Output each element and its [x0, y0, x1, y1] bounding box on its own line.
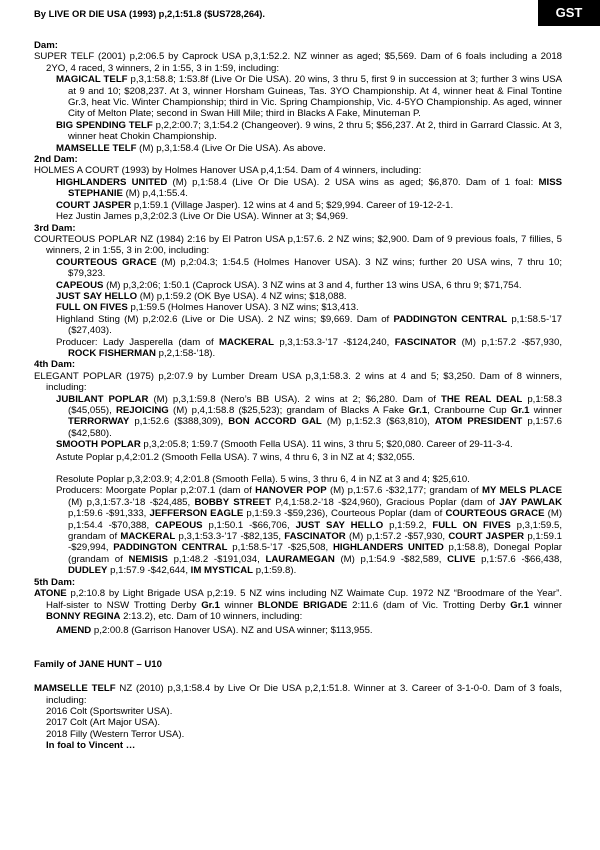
dam-name: ATONE: [34, 588, 67, 600]
producer-text: p,1:59.3 -$59,236), Courteous Poplar (dam of: [243, 508, 446, 520]
foal-name: JUST SAY HELLO: [56, 290, 138, 302]
foal-name: CAPEOUS: [56, 279, 104, 291]
horse-name: BONNY REGINA: [46, 610, 121, 622]
foal-name: TERRORWAY: [68, 416, 130, 428]
producer-name: DUDLEY: [68, 565, 108, 577]
foal-name: JUBILANT POPLAR: [56, 393, 149, 405]
family-main: [34, 683, 562, 706]
dam2-main: HOLMES A COURT (1993) by Holmes Hanover USA p,4,1:54. Dam of 4 winners, including:: [34, 165, 422, 177]
producer-name: FULL ON FIVES: [432, 519, 511, 531]
producer-text: p,3,1:59.5, grandam of: [68, 519, 562, 543]
producer-text: (M) p,1:57.2 -$57,930,: [345, 531, 449, 543]
foal-name: SMOOTH POPLAR: [56, 439, 141, 451]
foal-name: AMEND: [56, 625, 92, 637]
foal-name: PADDINGTON CENTRAL: [393, 313, 508, 325]
foal-text: (M) p,3,1:58.4 (Live Or Die USA). As above.: [136, 142, 326, 154]
sire-header: By LIVE OR DIE USA (1993) p,2,1:51.8 ($US728,264).: [34, 8, 265, 19]
producer-name: HIGHLANDERS UNITED: [332, 542, 444, 554]
dam3-heading: 3rd Dam:: [34, 222, 76, 234]
foal-text: p,1:59.5 (Holmes Hanover USA). 3 NZ wins; $13,413.: [127, 302, 359, 314]
dam5-heading: 5th Dam:: [34, 576, 76, 588]
dam-text: 2:11.6 (dam of Vic. Trotting Derby: [347, 599, 511, 611]
producer-name: HANOVER POP: [255, 485, 327, 497]
foal-text: p,3,2:05.8; 1:59.7 (Smooth Fella USA). 11 wins, 3 thru 5; $20,080. Career of 29-11-3-4.: [140, 439, 513, 451]
foal-name: MISS STEPHANIE: [68, 176, 562, 200]
foal-text: (M) p,4,1:58.8 ($25,523); grandam of Blacks A Fake: [168, 405, 409, 416]
producer-name: JAY PAWLAK: [499, 496, 563, 508]
foal-name: COURT JASPER: [56, 199, 132, 211]
producer-name: NEMISIS: [128, 553, 168, 565]
producer-name: IM MYSTICAL: [190, 565, 254, 577]
producer-name: FASCINATOR: [394, 336, 457, 348]
foal-text: (M) p,1:59.2 (OK Bye USA). 4 NZ wins; $18,088.: [137, 290, 347, 302]
dam4-foal-2: [34, 439, 562, 450]
dam3-foal-4: [34, 302, 562, 313]
dam2-foal-3: Hez Justin James p,3,2:02.3 (Live Or Die USA). Winner at 3; $4,969.: [56, 211, 349, 223]
dam2-foal-1: [34, 177, 562, 200]
producer-text: p,3,1:53.3-’17 -$124,240,: [273, 336, 395, 348]
family-foal-2: 2017 Colt (Art Major USA).: [46, 717, 161, 729]
race-grade: Gr.1: [510, 599, 529, 611]
foal-text: p,1:58.5-’17 ($27,403).: [68, 313, 563, 337]
horse-name: MAMSELLE TELF: [34, 683, 116, 695]
producer-name: JUST SAY HELLO: [295, 519, 384, 531]
producer-text: p,1:59.1 -$29,994,: [68, 531, 563, 554]
dam-foal-1: [34, 74, 562, 120]
race-grade: Gr.1: [408, 405, 428, 416]
producer-text: p,1:59.6 -$91,333,: [68, 508, 150, 520]
foal-text: p,1:52.6 ($388,309),: [129, 416, 229, 428]
dam3-main: COURTEOUS POPLAR NZ (1984) 2:16 by El Patron USA p,1:57.6. 2 NZ wins; $2,900. Dam of 9 previous foals, 7 fillies, 5 winners, 2 in 1:55, 3 in 2:00, including:: [34, 233, 562, 257]
foal-text: winner: [529, 405, 562, 416]
producer-text: (M) p,3,1:57.3-’18 -$24,485,: [68, 496, 195, 508]
foal-text: p,3,1:58.8; 1:53.8f (Live Or Die USA). 20 wins, 3 thru 5, first 9 in succession at 3; further 3 wins USA at 9 and 10; $208,237. At 3, winner Horsham Guineas, Tas. 3YO Championship. At 4, winner heat & Final Tontine Gr.3, heat Vic. Winter Championship; third in Vic. Spring Championship, Vic. 4-5YO Championship. As aged, winner City of Melton Plate; second in Swan Hill Mile; third in Blacks A Fake, Minuteman P.: [68, 74, 562, 120]
producer-text: p,1:59.8).: [253, 565, 297, 577]
foal-text: (M) p,3,2:06; 1:50.1 (Caprock USA). 3 NZ wins at 3 and 4, further 13 wins USA, 6 thru 9; $71,754.: [103, 279, 522, 291]
foal-name: ATOM PRESIDENT: [434, 416, 523, 428]
foal-text: (M) p,4,1:55.4.: [122, 188, 188, 200]
foal-text: Highland Sting (M) p,2:02.6 (Live or Die USA). 2 NZ wins; $9,669. Dam of: [56, 313, 394, 325]
foal-name: MAGICAL TELF: [56, 74, 128, 86]
foal-text: (M) p,2:04.3; 1:54.5 (Holmes Hanover USA). 3 NZ wins; further 20 USA wins, 7 thru 10; $79,323.: [68, 256, 562, 280]
dam-text: winner: [219, 599, 258, 611]
producer-text: (M) p,1:57.2 -$57,930,: [456, 336, 563, 348]
producer-text: Producers: Moorgate Poplar p,2:07.1 (dam of: [56, 485, 256, 497]
dam4-foal-1: [34, 394, 562, 440]
foal-name: THE REAL DEAL: [440, 393, 523, 405]
dam3-foal-3: [34, 291, 562, 302]
producer-name: COURT JASPER: [448, 531, 525, 543]
dam-heading: Dam:: [34, 40, 58, 51]
foal-name: HIGHLANDERS UNITED: [56, 176, 168, 188]
foal-name: BON ACCORD GAL: [228, 416, 322, 428]
foal-text: p,2,2:00.7; 3,1:54.2 (Changeover). 9 wins, 2 thru 5; $56,237. At 2, third in Garrard Classic. At 3, winner heat Chokin Championship.: [68, 119, 562, 143]
foal-text: p,1:59.1 (Village Jasper). 12 wins at 4 and 5; $29,994. Career of 19-12-2-1.: [131, 199, 454, 211]
producer-text: (M) p,1:57.6 -$32,177; grandam of: [326, 485, 482, 497]
producer-text: p,1:57.9 -$42,644,: [107, 565, 191, 577]
dam4-foal-4: Resolute Poplar p,3,2:03.9; 4,2:01.8 (Smooth Fella). 5 wins, 3 thru 6, 4 in NZ at 3 and 4; $25,610.: [56, 474, 470, 486]
foal-name: COURTEOUS GRACE: [56, 256, 157, 268]
producer-text: (M) p,1:54.9 -$82,589,: [334, 553, 448, 565]
race-grade: Gr.1: [510, 405, 530, 416]
producer-text: p,1:50.1 -$66,706,: [202, 519, 296, 531]
dam4-foal-3: Astute Poplar p,4,2:01.2 (Smooth Fella USA). 7 wins, 4 thru 6, 3 in NZ at 4; $32,055.: [56, 451, 415, 463]
producer-name: JEFFERSON EAGLE: [149, 508, 244, 520]
dam-foal-3: [34, 143, 562, 154]
producer-text: p,2,1:58-’18).: [155, 347, 216, 359]
producer-text: p,1:48.2 -$191,034,: [167, 553, 266, 565]
foal-name: FULL ON FIVES: [56, 302, 128, 314]
dam3-foal-1: [34, 257, 562, 280]
dam4-producers: [34, 485, 562, 576]
foal-text: p,1:58.3 ($45,055),: [68, 393, 562, 416]
race-grade: Gr.1: [201, 599, 220, 611]
foal-text: (M) p,1:52.3 ($63,810),: [321, 416, 435, 428]
producer-name: MY MELS PLACE: [482, 485, 563, 497]
producer-name: MACKERAL: [120, 531, 176, 543]
foal-text: (M) p,3,1:59.8 (Nero’s BB USA). 2 wins at 2; $6,280. Dam of: [148, 393, 441, 405]
dam2-heading: 2nd Dam:: [34, 154, 78, 166]
dam4-main: ELEGANT POPLAR (1975) p,2:07.9 by Lumber Dream USA p,3,1:58.3. 2 wins at 4 and 5; $3,250. Dam of 8 winners, including:: [34, 370, 562, 394]
family-heading: Family of JANE HUNT – U10: [34, 658, 162, 670]
dam4-heading: 4th Dam:: [34, 359, 76, 371]
family-in-foal: In foal to Vincent …: [46, 740, 136, 752]
producer-name: MACKERAL: [219, 336, 274, 348]
producer-text: p,1:59.2,: [383, 519, 433, 531]
producer-text: P,4,1:58.2-’18 -$24,960), Gracious Poplar (dam of: [271, 496, 500, 508]
producer-name: CLIVE: [447, 553, 476, 565]
pedigree-body: [34, 29, 562, 752]
dam-main: SUPER TELF (2001) p,2:06.5 by Caprock USA p,3,1:52.2. NZ winner as aged; $5,569. Dam of 6 foals including a 2018 2YO, 4 raced, 3 winners, 2 in 1:55, 3 in 1:59, including:: [34, 51, 562, 74]
producer-name: BOBBY STREET: [194, 496, 272, 508]
producer-text: Producer: Lady Jasperella (dam of: [56, 336, 220, 348]
family-foal-1: 2016 Colt (Sportswriter USA).: [46, 705, 173, 717]
gst-tag: GST: [538, 0, 600, 26]
producer-name: PADDINGTON CENTRAL: [113, 542, 228, 554]
dam-foal-2: [34, 120, 562, 143]
family-foal-3: 2018 Filly (Western Terror USA).: [46, 728, 185, 740]
foal-text: p,2:00.8 (Garrison Hanover USA). NZ and USA winner; $113,955.: [91, 625, 373, 637]
producer-name: CAPEOUS: [155, 519, 203, 531]
dam3-producer: [34, 337, 562, 360]
dam2-foal-2: [34, 200, 562, 211]
producer-name: ROCK FISHERMAN: [68, 347, 156, 359]
producer-text: p,1:57.6 -$66,438,: [475, 553, 562, 565]
foal-name: BIG SPENDING TELF: [56, 119, 153, 131]
family-text: NZ (2010) p,3,1:58.4 by Live Or Die USA p,2,1:51.8. Winner at 3. Career of 3-1-0-0. Dam of 3 foals, including:: [46, 683, 562, 706]
producer-text: p,1:58.8), Donegal Poplar (grandam of: [68, 542, 562, 565]
dam-text: 2:13.2), etc. Dam of 10 winners, including:: [120, 610, 303, 622]
producer-text: p,1:58.5-’17 -$25,508,: [227, 542, 333, 554]
dam5-main: [34, 588, 562, 622]
dam-text: p,2:10.8 by Light Brigade USA p,2:19. 5 NZ wins including NZ Waimate Cup. 1972 NZ “Broodmare of the Year”. Half-sister to NSW Trotting Derby: [46, 588, 562, 611]
producer-name: LAURAMEGAN: [265, 553, 335, 565]
foal-name: MAMSELLE TELF: [56, 142, 137, 154]
dam3-foal-5: [34, 314, 562, 337]
foal-name: REJOICING: [115, 405, 169, 416]
dam5-foal-1: [34, 625, 562, 636]
foal-text: (M) p,1:58.4 (Live Or Die USA). 2 USA wins as aged; $6,870. Dam of 1 foal:: [167, 176, 539, 188]
producer-name: COURTEOUS GRACE: [445, 508, 545, 520]
foal-text: , Cranbourne Cup: [427, 405, 511, 416]
producer-text: p,3,1:53.3-’17 -$82,135,: [175, 531, 285, 543]
producer-name: FASCINATOR: [284, 531, 346, 543]
dam-text: winner: [528, 599, 562, 611]
dam3-foal-2: [34, 280, 562, 291]
foal-text: p,1:57.6 ($42,580).: [68, 416, 562, 439]
producer-text: (M) p,1:54.4 -$70,388,: [68, 508, 563, 531]
horse-name: BLONDE BRIGADE: [257, 599, 348, 611]
